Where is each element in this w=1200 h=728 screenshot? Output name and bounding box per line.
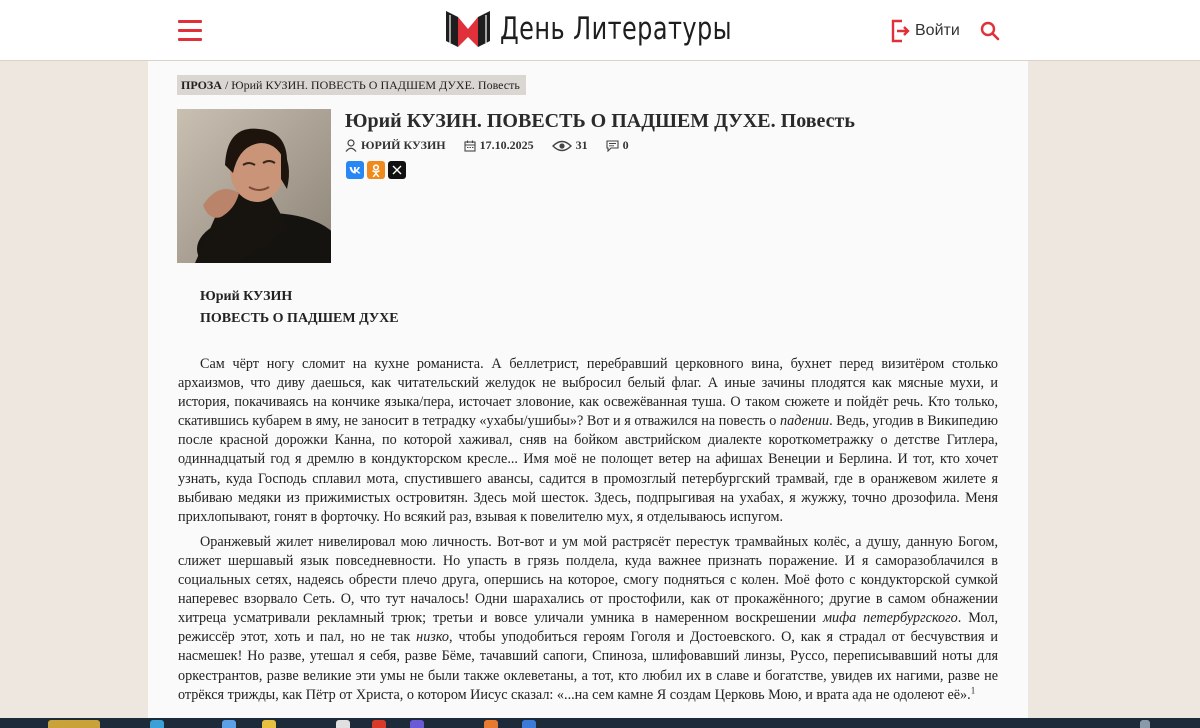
share-x-button[interactable] <box>388 161 406 179</box>
article-meta <box>345 138 647 153</box>
taskbar-app-icon[interactable] <box>372 720 386 728</box>
share-buttons <box>346 161 409 179</box>
emphasis: мифа петербургского <box>822 610 958 627</box>
page-background-right <box>1028 61 1200 718</box>
article-body <box>178 355 998 711</box>
taskbar-app-icon[interactable] <box>262 720 276 728</box>
meta-comments-count: 0 <box>622 138 629 152</box>
article-content <box>148 61 1028 721</box>
meta-views-count: 31 <box>575 138 588 152</box>
meta-comments[interactable] <box>606 138 629 153</box>
breadcrumb <box>177 75 526 95</box>
taskbar-app-icon[interactable] <box>484 720 498 728</box>
meta-author[interactable] <box>345 138 446 153</box>
logo-text: День Литературы <box>500 11 733 47</box>
share-odnoklassniki-button[interactable] <box>367 161 385 179</box>
breadcrumb-separator: / <box>221 78 232 92</box>
odnoklassniki-icon <box>371 164 381 177</box>
text-author-name: Юрий КУЗИН <box>200 289 293 304</box>
taskbar-app-icon[interactable] <box>522 720 536 728</box>
paragraph-1: Сам чёрт ногу сломит на кухне романиста. А беллетрист, перебравший церковного вина, бухнет перед визитёром столько архаизмов, что диву даешься, как читательский желудок не выбросил белый флаг. А иные зачины плодятся как мясные мухи, и история, покачиваясь на кончике языка/пера, источает зловоние, как освежёванная туша. О таком сюжете и пойдёт речь. Кто только, скатившись кубарем в яму, не заносит в тетрадку «ухабы/ушибы»? Вот и я отважился на повесть о падении. Ведь, угодив в Википедию после красной дорожки Канна, по которой хаживал, сняв на бойком австрийском диалекте короткометражку о детстве Гитлера, одиннадцатый год я дремлю в кондукторском кресле... Имя моё не полощет ветер на афишах Венеции и Берлина. И тот, кто хочет узнать, куда Господь сплавил мота, спустившего авансы, садится в промозглый петербургский трамвай, где в оранжевом жилете я выбиваю медяки из прижимистых островитян. Здесь мой шесток. Здесь, подпрыгивая на ухабах, я жужжу, точно дрозофила. Меня прихлопывают, гонят в форточку. Но всякий раз, взывая к повелителю мух, я отделываюсь испугом. <box>178 356 998 525</box>
share-vk-button[interactable] <box>346 161 364 179</box>
site-logo[interactable] <box>444 7 770 51</box>
logo-book-icon <box>444 7 492 51</box>
paragraph-2: Оранжевый жилет нивелировал мою личность. Вот-вот и ум мой растрясёт перестук трамвайных колёс, а душу, данную Богом, слижет шершавый язык повседневности. Но упасть в грязь полдела, куда важнее признать поражение. И я саморазоблачился в социальных сетях, надеясь обрести плечо друга, опершись на которое, смогу подняться с колен. Моё фото с кондукторской сумкой наперевес взорвало Сеть. О, что тут началось! Одни шарахались от простофили, как от прокажённого; другие в самом обнажении хитреца усматривали рекламный трюк; третьи и вовсе уличали умника в намеренном воскрешении мифа петербургского. Мол, режиссёр этот, хоть и пал, но не так низко, чтобы уподобиться героям Гоголя и Достоевского. О, как я страдал от бесчувствия и насмешек! Но разве, утешал я себя, разве Бёме, тачавший сапоги, Спиноза, шлифовавший линзы, Руссо, переписывавший ноты для оркестрантов, разве великие эти умы не были также оклеветаны, а тот, кто любил их в славе и богатстве, увидев их нагими, разве не отрёкся трижды, как Пётр от Христа, о котором Иисус сказал: «...на сем камне Я создам Церковь Мою, и врата ада не одолеют её».$^1$ <box>178 533 998 703</box>
author-photo <box>177 109 331 263</box>
calendar-icon <box>464 140 476 152</box>
emphasis: низко <box>416 629 450 646</box>
meta-date-value: 17.10.2025 <box>479 138 534 152</box>
login-label: Войти <box>915 22 960 39</box>
meta-views <box>552 138 588 153</box>
hamburger-menu-icon[interactable] <box>178 20 202 42</box>
login-button[interactable] <box>890 19 960 43</box>
taskbar-tray-icon[interactable] <box>1140 720 1150 728</box>
meta-author-name: ЮРИЙ КУЗИН <box>361 138 446 152</box>
taskbar-app-icon[interactable] <box>150 720 164 728</box>
article-title: Юрий КУЗИН. ПОВЕСТЬ О ПАДШЕМ ДУХЕ. Повесть <box>345 110 855 132</box>
site-header <box>0 0 1200 61</box>
os-taskbar <box>0 718 1200 728</box>
footnote-link[interactable]: 1 <box>970 684 976 695</box>
emphasis: падении <box>780 413 830 430</box>
breadcrumb-section-link[interactable]: ПРОЗА <box>181 78 222 92</box>
taskbar-app-icon[interactable] <box>222 720 236 728</box>
vk-icon <box>349 166 361 174</box>
meta-date <box>464 138 534 153</box>
taskbar-widget[interactable] <box>48 720 100 728</box>
taskbar-app-icon[interactable] <box>336 720 350 728</box>
login-icon <box>890 19 910 43</box>
text-work-title: ПОВЕСТЬ О ПАДШЕМ ДУХЕ <box>200 311 399 326</box>
page-background-left <box>0 61 148 718</box>
search-icon[interactable] <box>980 21 1000 41</box>
comment-icon <box>606 140 619 152</box>
user-icon <box>345 139 357 152</box>
breadcrumb-current: Юрий КУЗИН. ПОВЕСТЬ О ПАДШЕМ ДУХЕ. Повесть <box>231 78 520 92</box>
taskbar-app-icon[interactable] <box>410 720 424 728</box>
x-icon <box>392 165 402 175</box>
eye-icon <box>552 140 572 152</box>
